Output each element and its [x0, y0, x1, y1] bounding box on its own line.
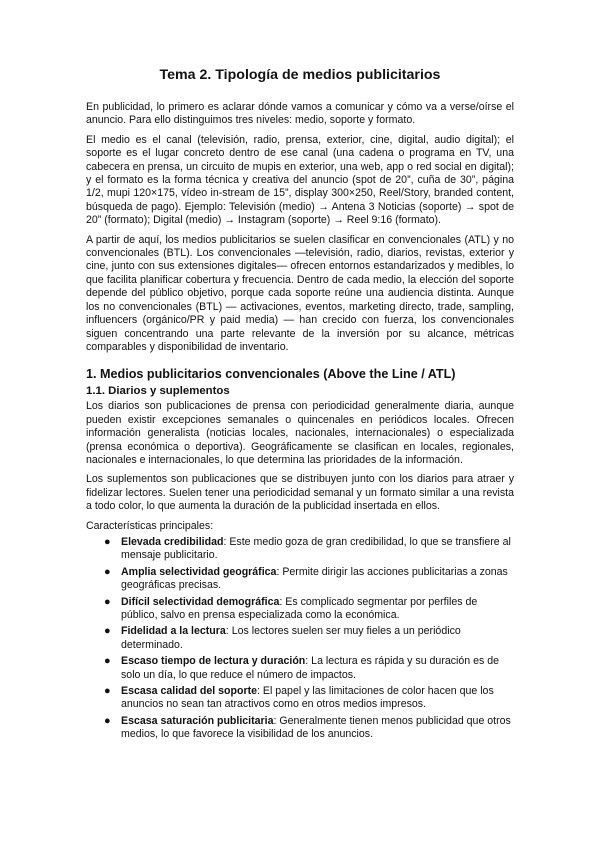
section-1-heading: 1. Medios publicitarios convencionales (Above the Line / ATL) — [86, 367, 456, 382]
term-separator: : — [276, 565, 280, 578]
characteristic-term: Escasa calidad del soporte — [121, 685, 258, 698]
characteristic-text: Este medio goza de gran credibilidad, lo que se transfiere al mensaje publicitario. — [121, 535, 511, 562]
characteristic-text: Los lectores suelen ser muy fieles a un periódico determinado. — [121, 625, 461, 651]
term-separator: : — [257, 685, 260, 698]
characteristic-term: Elevada credibilidad — [121, 535, 224, 548]
characteristics-list — [86, 536, 514, 742]
intro-paragraph-2: El medio es el canal (televisión, radio, prensa, exterior, cine, digital, audio digital); el soporte es el lugar concreto dentro de ese canal (una cadena o programa en TV, una cabecera en prensa, un circuito de mupis en exterior, una web, app o red social en digital); y el formato es la forma técnica y creativa del anuncio (spot de 20”, cuña de 30”, página 1/2, mupi 120×175, vídeo in-stream de 15”, display 300×250, Reel/Story, branded content, búsqueda de pago). Ejemplo: Televisión (medio) → Antena 3 Noticias (soporte) → spot de 20” (formato); Digital (medio) → Instagram (soporte) → Reel 9:16 (formato). — [86, 133, 514, 227]
bullet-icon: ● — [104, 655, 111, 668]
section-1-1-heading: 1.1. Diarios y suplementos — [86, 385, 230, 398]
characteristics-intro: Características principales: — [86, 519, 214, 532]
list-item — [104, 685, 514, 712]
document-title: Tema 2. Tipología de medios publicitarios — [159, 67, 441, 83]
characteristic-text: Generalmente tienen menos publicidad que otros medios, lo que favorece la visibilidad de los anuncios. — [121, 714, 511, 741]
characteristic-term: Escasa saturación publicitaria — [121, 714, 274, 727]
term-separator: : — [225, 625, 229, 638]
intro-paragraph-3: A partir de aquí, los medios publicitarios se suelen clasificar en convencionales (ATL) y no convencionales (BTL). Los convencionales —televisión, radio, diarios, revistas, exterior y cine, junto con sus extensiones digitales— ofrecen entornos estandarizados y medibles, lo que facilita planificar cobertura y frecuencia. Dentro de cada medio, la elección del soporte depende del público objetivo, porque cada soporte reúne una audiencia distinta. Aunque los no convencionales (BTL) — activaciones, eventos, marketing directo, trade, sampling, influencers (orgánico/PR y paid media) — han crecido con fuerza, los convencionales siguen concentrando una parte relevante de la inversión por su alcance, métricas comparables y disponibilidad de inventario. — [86, 233, 514, 353]
term-separator: : — [273, 714, 277, 727]
characteristic-text: La lectura es rápida y su duración es de solo un día, lo que reduce el número de impactos. — [121, 655, 500, 681]
list-item — [104, 566, 514, 593]
characteristic-text: El papel y las limitaciones de color hacen que los anuncios no sean tan atractivos como en otros medios impresos. — [121, 685, 494, 711]
characteristic-term: Escaso tiempo de lectura y duración — [121, 655, 306, 668]
list-item — [104, 715, 514, 742]
characteristic-term: Amplia selectividad geográfica — [121, 565, 277, 578]
intro-paragraph-1: En publicidad, lo primero es aclarar dónde vamos a comunicar y cómo va a verse/oírse el anuncio. Para ello distinguimos tres niveles: medio, soporte y formato. — [86, 101, 514, 127]
list-item — [104, 625, 514, 652]
term-separator: : — [279, 595, 283, 608]
bullet-icon: ● — [104, 625, 111, 638]
bullet-icon: ● — [104, 535, 111, 548]
bullet-icon: ● — [104, 685, 111, 698]
diarios-paragraph: Los diarios son publicaciones de prensa con periodicidad generalmente diaria, aunque pueden existir excepciones semanales o quincenales en periódicos locales. Ofrecen información generalista (noticias locales, nacionales, internacionales) o especializada (prensa económica o deportiva). Geográficamente se clasifican en locales, regionales, nacionales e internacionales, lo que determina las prioridades de la información. — [86, 400, 514, 466]
characteristic-text: Permite dirigir las acciones publicitarias a zonas geográficas precisas. — [121, 565, 508, 592]
bullet-icon: ● — [104, 595, 111, 608]
characteristic-term: Difícil selectividad demográfica — [121, 595, 280, 608]
characteristic-term: Fidelidad a la lectura — [121, 625, 226, 638]
list-item — [104, 596, 514, 623]
term-separator: : — [305, 655, 309, 668]
list-item — [104, 536, 514, 563]
bullet-icon: ● — [104, 565, 111, 578]
bullet-icon: ● — [104, 714, 111, 727]
list-item — [104, 655, 514, 682]
characteristic-text: Es complicado segmentar por perfiles de público, salvo en prensa especializada como la económica. — [121, 595, 478, 621]
suplementos-paragraph: Los suplementos son publicaciones que se distribuyen junto con los diarios para atraer y fidelizar lectores. Suelen tener una periodicidad semanal y un formato similar a una revista a todo color, lo que aumenta la duración de la publicidad insertada en ellos. — [86, 473, 514, 513]
term-separator: : — [223, 535, 227, 548]
